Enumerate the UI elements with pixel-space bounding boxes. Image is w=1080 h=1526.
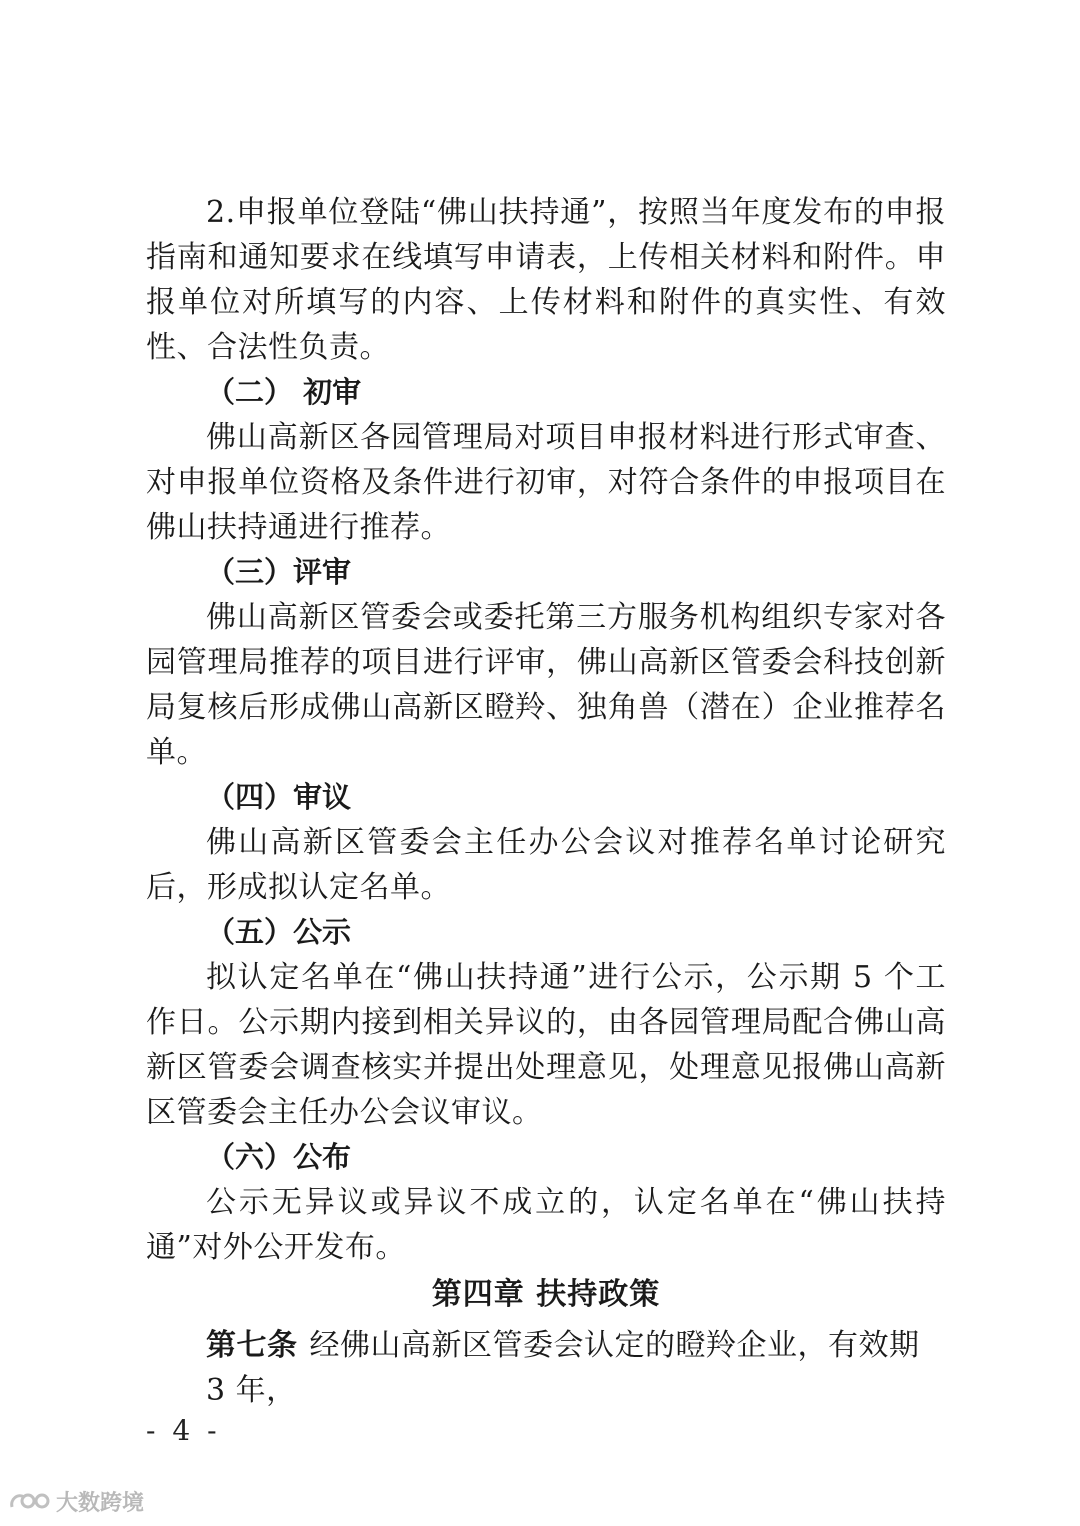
- watermark-text: 大数跨境: [56, 1490, 145, 1516]
- paragraph: 公示无异议或异议不成立的，认定名单在“佛山扶持通”对外公开发布。: [146, 1185, 946, 1265]
- document-body: [146, 190, 946, 1413]
- section-heading: （六）公布: [206, 1140, 352, 1174]
- page-number: - 4 -: [146, 1414, 221, 1447]
- paragraph: 佛山高新区管委会或委托第三方服务机构组织专家对各园管理局推荐的项目进行评审，佛山高新区管委会科技创新局复核后形成佛山高新区瞪羚、独角兽（潜在）企业推荐名单。: [146, 600, 946, 770]
- paragraph: 拟认定名单在“佛山扶持通”进行公示，公示期 5 个工作日。公示期内接到相关异议的，由各园管理局配合佛山高新区管委会调查核实并提出处理意见，处理意见报佛山高新区管委会主任办公会议审议。: [146, 960, 946, 1130]
- logo-icon: [8, 1489, 52, 1513]
- article-label: 第七条: [206, 1328, 298, 1363]
- paragraph: 2.申报单位登陆“佛山扶持通”，按照当年度发布的申报指南和通知要求在线填写申请表，上传相关材料和附件。申报单位对所填写的内容、上传材料和附件的真实性、有效性、合法性负责。: [146, 195, 946, 365]
- watermark: [8, 1486, 144, 1516]
- section-heading: （二） 初审: [206, 375, 362, 409]
- article-line: [146, 1323, 946, 1413]
- chapter-title: 第四章 扶持政策: [431, 1277, 661, 1312]
- paragraph: 佛山高新区各园管理局对项目申报材料进行形式审查、对申报单位资格及条件进行初审，对符合条件的申报项目在佛山扶持通进行推荐。: [146, 420, 946, 545]
- section-heading: （三）评审: [206, 555, 352, 589]
- paragraph: 佛山高新区管委会主任办公会议对推荐名单讨论研究后，形成拟认定名单。: [146, 825, 946, 905]
- section-heading: （四）审议: [206, 780, 352, 814]
- article-text: 经佛山高新区管委会认定的瞪羚企业，有效期 3 年，: [206, 1328, 920, 1408]
- section-heading: （五）公示: [206, 915, 352, 949]
